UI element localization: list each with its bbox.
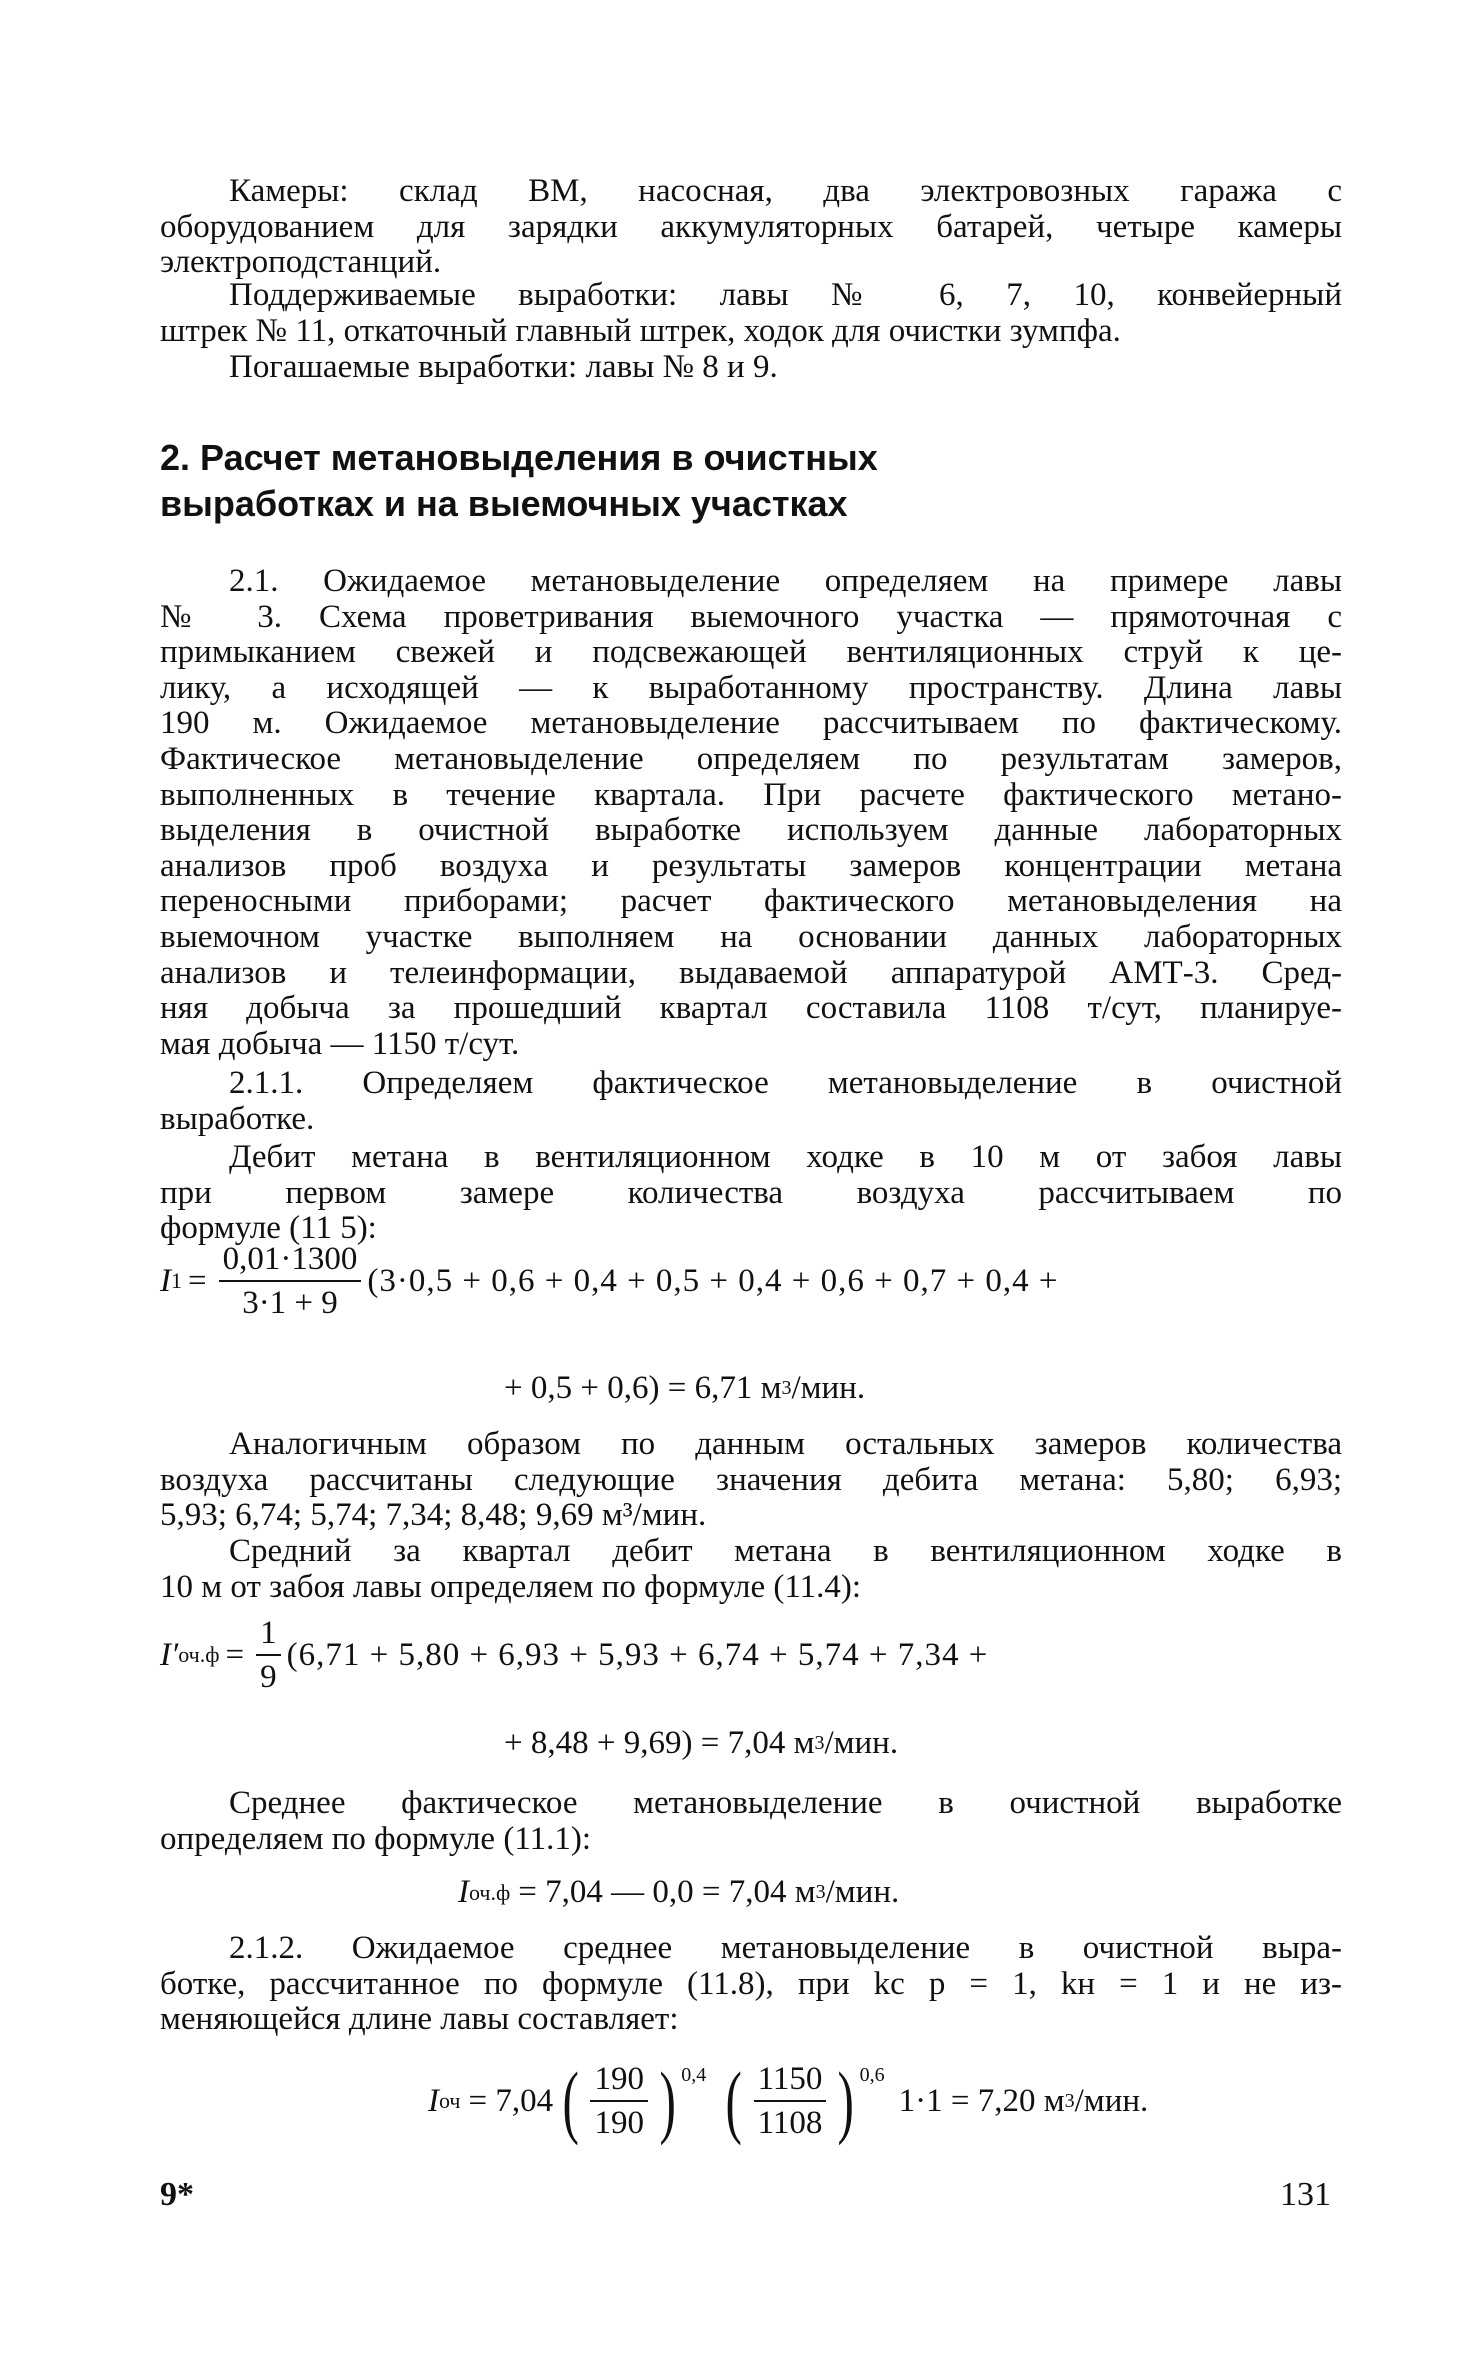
formula-i1 xyxy=(160,1240,1059,1322)
formula-subscript: оч xyxy=(439,2088,461,2113)
formula-symbol: I′ xyxy=(160,1636,179,1673)
numerator: 0,01·1300 xyxy=(219,1240,362,1282)
text-line: 10 м от забоя лавы определяем по формуле (11.4): xyxy=(160,1568,862,1605)
formula-symbol: I xyxy=(458,1874,469,1910)
signature-mark: 9* xyxy=(160,2176,194,2213)
unit: /мин. xyxy=(791,1370,866,1406)
unit: /мин. xyxy=(1074,2082,1149,2119)
unit-sup: 3 xyxy=(815,1881,826,1903)
text-line: формуле (11 5): xyxy=(160,1210,377,1247)
text-line: выемочном участке выполняем на основании данных лабораторных xyxy=(160,919,1342,955)
text-line: Погашаемые выработки: лавы № 8 и 9. xyxy=(229,349,778,385)
formula-i-och-f xyxy=(458,1874,899,1911)
text-line: 2.1.2. Ожидаемое среднее метановыделение в очистной выра- xyxy=(229,1930,1342,1966)
text-line: лику, а исходящей — к выработанному пространству. Длина лавы xyxy=(160,669,1342,706)
text-line: выполненных в течение квартала. При расчете фактического метано- xyxy=(160,776,1342,813)
paren: ( xyxy=(725,2055,743,2146)
fraction xyxy=(754,2060,827,2142)
text-line: 190 м. Ожидаемое метановыделение рассчитываем по фактическому. xyxy=(160,705,1342,742)
numerator: 190 xyxy=(590,2060,648,2102)
fraction xyxy=(590,2060,648,2142)
text-line: при первом замере количества воздуха рассчитываем по xyxy=(160,1174,1342,1211)
denominator: 1108 xyxy=(757,2105,823,2141)
text-line: воздуха рассчитаны следующие значения дебита метана: 5,80; 6,93; xyxy=(160,1461,1342,1498)
formula-i-och-f-prime xyxy=(160,1614,988,1696)
unit-sup: 3 xyxy=(781,1377,792,1399)
numerator: 1150 xyxy=(754,2060,827,2102)
text-line: Среднее фактическое метановыделение в очистной выработке xyxy=(229,1785,1342,1821)
text-line: анализов и телеинформации, выдаваемой аппаратурой АМТ-3. Сред- xyxy=(160,954,1342,991)
paren: ( xyxy=(562,2055,579,2146)
formula-eq: = xyxy=(188,1262,207,1299)
text-line: штрек № 11, откаточный главный штрек, ходок для очистки зумпфа. xyxy=(160,312,1121,349)
formula-i-och-f-prime-line2 xyxy=(504,1725,898,1762)
paren: ) xyxy=(659,2055,676,2146)
exponent: 0,4 xyxy=(681,2064,707,2086)
formula-terms: 1·1 = 7,20 м xyxy=(898,2082,1065,2119)
text-line: примыканием свежей и подсвежающей вентиляционных струй к це- xyxy=(160,634,1342,671)
formula-symbol: I xyxy=(160,1262,171,1299)
text-line: электроподстанций. xyxy=(160,244,442,281)
formula-subscript: оч.ф xyxy=(469,1879,511,1905)
formula-terms: (3·0,5 + 0,6 + 0,4 + 0,5 + 0,4 + 0,6 + 0,7 + 0,4 + xyxy=(367,1262,1059,1299)
unit-sup: 3 xyxy=(814,1732,825,1754)
formula-i-och xyxy=(428,2055,1149,2146)
text-line: 2.1.1. Определяем фактическое метановыделение в очистной xyxy=(229,1065,1342,1101)
fraction xyxy=(256,1614,281,1696)
formula-eq: = 7,04 xyxy=(468,2082,554,2119)
text-line: меняющейся длине лавы составляет: xyxy=(160,2001,679,2038)
denominator: 190 xyxy=(594,2105,644,2141)
formula-subscript: 1 xyxy=(171,1268,182,1293)
text-line: 5,93; 6,74; 5,74; 7,34; 8,48; 9,69 м³/мин. xyxy=(160,1497,707,1534)
formula-terms: + 8,48 + 9,69) = 7,04 м xyxy=(504,1725,815,1761)
text-line: 2.1. Ожидаемое метановыделение определяем на примере лавы xyxy=(229,563,1342,599)
formula-i1-line2 xyxy=(504,1370,865,1407)
text-line: Дебит метана в вентиляционном ходке в 10 м от забоя лавы xyxy=(229,1139,1342,1175)
unit-sup: 3 xyxy=(1064,2089,1075,2112)
formula-terms: + 0,5 + 0,6) = 6,71 м xyxy=(504,1370,782,1406)
formula-symbol: I xyxy=(428,2082,439,2119)
fraction xyxy=(219,1240,362,1322)
text-line: Камеры: склад ВМ, насосная, два электровозных гаража с xyxy=(229,173,1342,209)
formula-terms: = 7,04 — 0,0 = 7,04 м xyxy=(518,1874,816,1910)
section-heading-line-2: выработках и на выемочных участках xyxy=(160,483,848,524)
text-line: № 3. Схема проветривания выемочного участка — прямоточная с xyxy=(160,598,1342,635)
text-line: мая добыча — 1150 т/сут. xyxy=(160,1025,520,1062)
text-line: Поддерживаемые выработки: лавы № 6, 7, 10, конвейерный xyxy=(229,277,1342,313)
page-number: 131 xyxy=(1280,2176,1331,2213)
unit: /мин. xyxy=(825,1874,900,1910)
text-line: Аналогичным образом по данным остальных замеров количества xyxy=(229,1426,1342,1462)
text-line: анализов проб воздуха и результаты замеров концентрации метана xyxy=(160,847,1342,884)
text-line: оборудованием для зарядки аккумуляторных батарей, четыре камеры xyxy=(160,208,1342,245)
section-heading-line-1: 2. Расчет метановыделения в очистных xyxy=(160,437,878,478)
text-line: выделения в очистной выработке используем данные лабораторных xyxy=(160,812,1342,849)
unit: /мин. xyxy=(824,1725,899,1761)
text-line: выработке. xyxy=(160,1100,315,1137)
denominator: 9 xyxy=(260,1659,277,1695)
text-line: няя добыча за прошедший квартал составила 1108 т/сут, планируе- xyxy=(160,990,1342,1027)
numerator: 1 xyxy=(256,1614,281,1656)
text-line: определяем по формуле (11.1): xyxy=(160,1820,591,1857)
denominator: 3·1 + 9 xyxy=(242,1285,338,1321)
exponent: 0,6 xyxy=(859,2064,885,2086)
paren: ) xyxy=(837,2055,855,2146)
formula-subscript: оч.ф xyxy=(178,1642,220,1667)
text-line: переносными приборами; расчет фактического метановыделения на xyxy=(160,883,1342,920)
text-line: Фактическое метановыделение определяем по результатам замеров, xyxy=(160,741,1342,777)
formula-terms: (6,71 + 5,80 + 6,93 + 5,93 + 6,74 + 5,74 + 7,34 + xyxy=(286,1636,989,1673)
text-line: ботке, рассчитанное по формуле (11.8), при kс р = 1, kн = 1 и не из- xyxy=(160,1965,1342,2002)
text-line: Средний за квартал дебит метана в вентиляционном ходке в xyxy=(229,1533,1342,1569)
formula-eq: = xyxy=(225,1636,245,1673)
